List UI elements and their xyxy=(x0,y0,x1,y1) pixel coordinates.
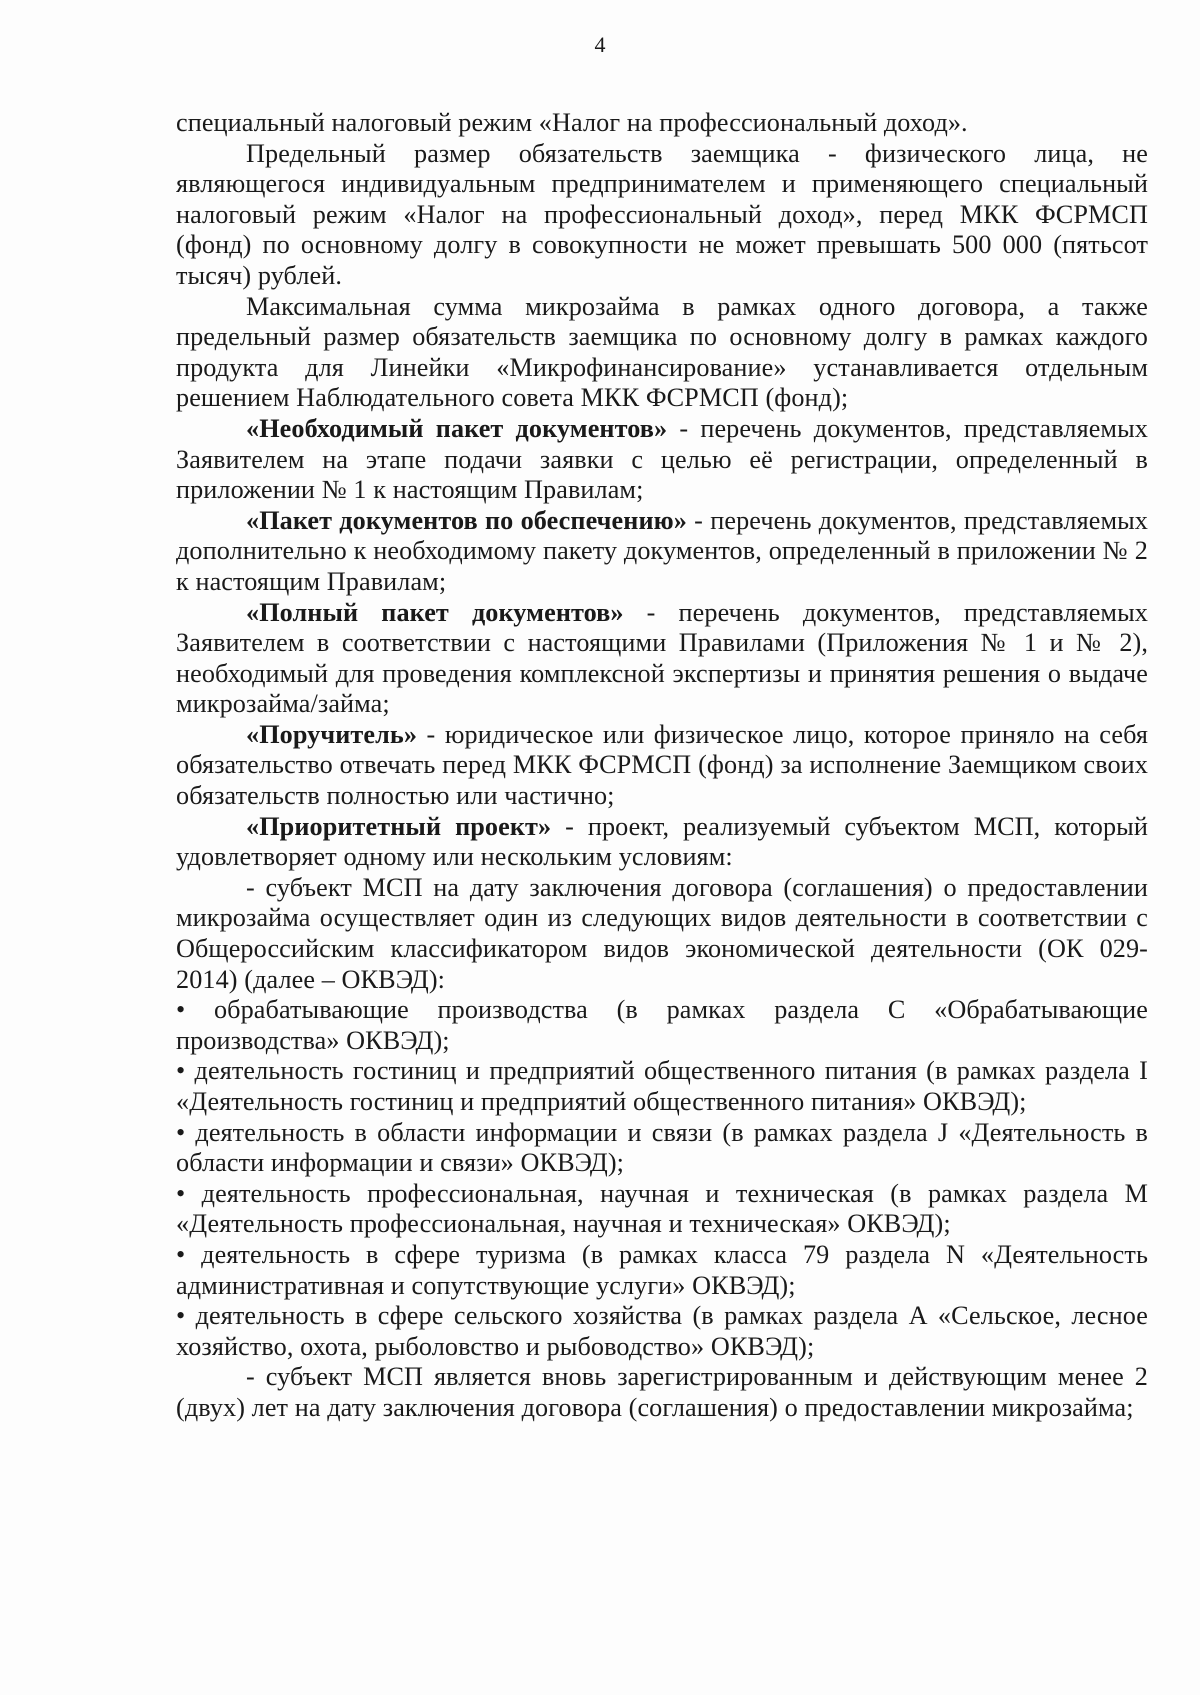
definition-guarantor xyxy=(176,720,1148,812)
definition-collateral-package xyxy=(176,506,1148,598)
definition-priority-project xyxy=(176,812,1148,873)
condition-new-registration xyxy=(176,1362,1148,1423)
list-item: • деятельность профессиональная, научная и техническая (в рамках раздела М «Деятельность профессиональная, научная и техническая» ОКВЭД); xyxy=(176,1178,1148,1239)
definition-term: «Приоритетный проект» xyxy=(246,811,552,841)
page-number: 4 xyxy=(594,32,606,57)
condition-activity-types xyxy=(176,873,1148,995)
definition-term: «Пакет документов по обеспечению» xyxy=(246,505,687,535)
definition-required-package xyxy=(176,414,1148,506)
definition-text: - юридическое или физическое лицо, которое приняло на себя обязательство отвечать перед МКК ФСРМСП (фонд) за исполнение Заемщиком своих обязательств полностью или частично; xyxy=(176,719,1148,811)
definition-text: - перечень документов, представляемых Заявителем на этапе подачи заявки с целью её регистрации, определенный в приложении № 1 к настоящим Правилам; xyxy=(176,413,1148,505)
definition-text: - проект, реализуемый субъектом МСП, который удовлетворяет одному или нескольким условиям: xyxy=(176,811,1148,872)
definition-text: - перечень документов, представляемых дополнительно к необходимому пакету документов, определенный в приложении № 2 к настоящим Правилам; xyxy=(176,505,1149,596)
list-item: • обрабатывающие производства (в рамках раздела С «Обрабатывающие производства» ОКВЭД); xyxy=(176,995,1148,1055)
definition-term: «Необходимый пакет документов» xyxy=(246,413,668,443)
paragraph-text: Максимальная сумма микрозайма в рамках одного договора, а также предельный размер обязательств заемщика по основному долгу в рамках каждого продукта для Линейки «Микрофинансирование» устанавливается отдельным решением Наблюдательного совета МКК ФСРМСП (фонд); xyxy=(176,291,1148,413)
definition-term: «Полный пакет документов» xyxy=(246,597,624,627)
paragraph-max-amount xyxy=(176,292,1148,414)
list-item: • деятельность гостиниц и предприятий общественного питания (в рамках раздела I «Деятельность гостиниц и предприятий общественного питания» ОКВЭД); xyxy=(176,1056,1148,1116)
list-item: • деятельность в области информации и связи (в рамках раздела J «Деятельность в области информации и связи» ОКВЭД); xyxy=(176,1117,1148,1178)
document-body xyxy=(176,108,1148,1424)
paragraph-text: специальный налоговый режим «Налог на профессиональный доход». xyxy=(176,108,968,137)
list-item: • деятельность в сфере туризма (в рамках класса 79 раздела N «Деятельность административная и сопутствующие услуги» ОКВЭД); xyxy=(176,1239,1148,1300)
paragraph-obligation-limit xyxy=(176,139,1148,292)
paragraph-text: Предельный размер обязательств заемщика - физического лица, не являющегося индивидуальным предпринимателем и применяющего специальный налоговый режим «Налог на профессиональный доход», перед МКК ФСРМСП (фонд) по основному долгу в совокупности не может превышать 500 000 (пятьсот тысяч) рублей. xyxy=(176,138,1148,290)
definition-text: - перечень документов, представляемых Заявителем в соответствии с настоящими Правилами (Приложения № 1 и № 2), необходимый для проведения комплексной экспертизы и принятия решения о выдаче микрозайма/займа; xyxy=(176,597,1148,719)
definition-full-package xyxy=(176,598,1148,720)
list-item: • деятельность в сфере сельского хозяйства (в рамках раздела А «Сельское, лесное хозяйство, охота, рыболовство и рыбоводство» ОКВЭД); xyxy=(176,1301,1148,1361)
paragraph-text: - субъект МСП на дату заключения договора (соглашения) о предоставлении микрозайма осуществляет один из следующих видов деятельности в соответствии с Общероссийским классификатором видов экономической деятельности (ОК 029-2014) (далее – ОКВЭД): xyxy=(176,872,1148,994)
paragraph-continuation xyxy=(176,108,1148,139)
definition-term: «Поручитель» xyxy=(246,719,418,749)
paragraph-text: - субъект МСП является вновь зарегистрированным и действующим менее 2 (двух) лет на дату заключения договора (соглашения) о предоставлении микрозайма; xyxy=(176,1362,1148,1422)
